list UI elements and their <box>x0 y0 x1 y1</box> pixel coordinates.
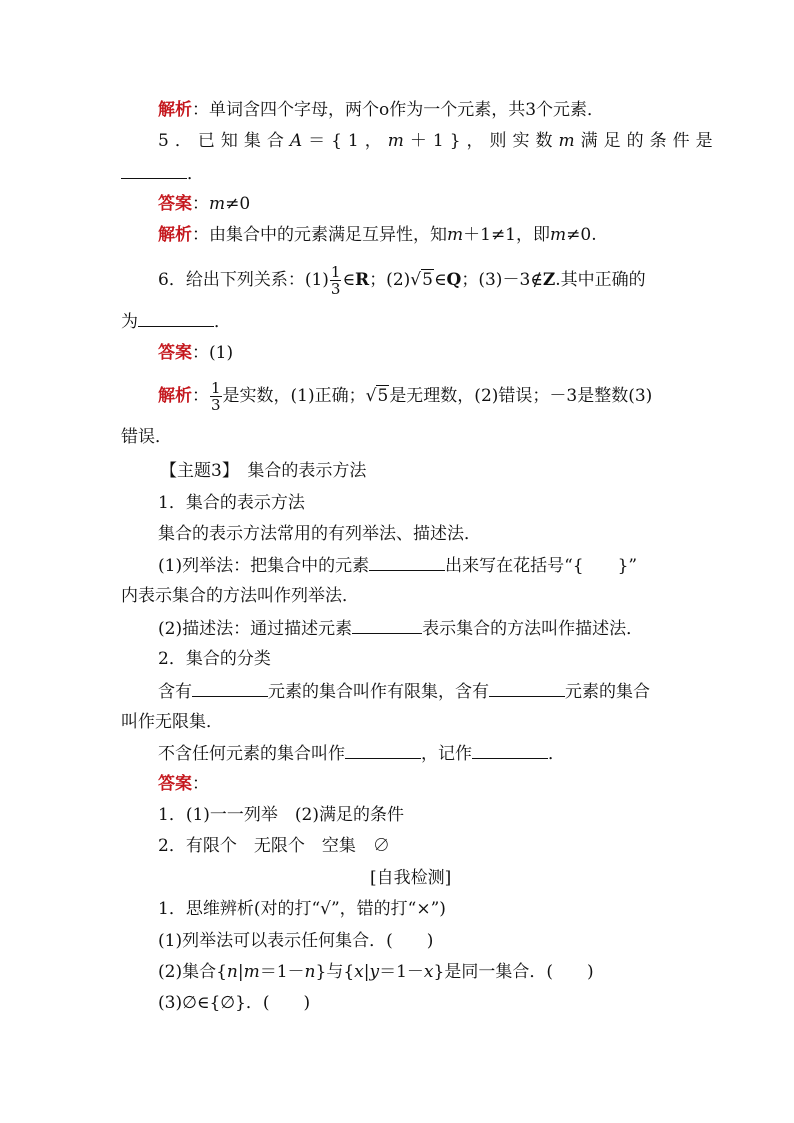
q5-stem-d: 满足的条件是 <box>580 131 719 151</box>
self-check-title-text: [自我检测] <box>370 868 452 888</box>
topic3-s1-title <box>158 492 305 514</box>
s1-list-c: 内表示集合的方法叫作列举法． <box>121 586 359 606</box>
q6-stem-f: .其中正确的 <box>555 270 646 290</box>
q1-2-b: }与{ <box>315 962 355 982</box>
q6-stem-b: ∈ <box>342 270 356 290</box>
answer-blank[interactable] <box>369 554 445 571</box>
fraction-numerator: 1 <box>330 263 341 281</box>
q5-stem-b: ＝{1， <box>308 131 388 151</box>
q4-analysis-text: ：单词含四个字母，两个o作为一个元素，共3个元素． <box>192 100 605 120</box>
q1-2-m: m <box>243 962 260 982</box>
answer-blank[interactable] <box>192 680 268 697</box>
topic3-s2-line2 <box>121 711 223 733</box>
s2-g: ． <box>548 744 565 764</box>
analysis-label: 解析 <box>158 225 192 245</box>
s1-list-a: (1)列举法：把集合中的元素 <box>158 556 370 576</box>
answer-label: 答案 <box>158 774 192 794</box>
q6-blank-line <box>121 310 231 333</box>
q1-2-n2: n <box>304 962 316 982</box>
topic3-answer-2 <box>158 835 390 857</box>
fraction-denominator: 3 <box>211 396 221 414</box>
q1-2-a: (2)集合{ <box>158 962 227 982</box>
answer-sep: ： <box>192 194 209 214</box>
set-r: R <box>355 270 370 290</box>
q6-answer-text: ：(1) <box>192 343 234 363</box>
s2-f: ，记作 <box>421 744 472 764</box>
q1-2-eq2: ＝1－ <box>379 962 424 982</box>
topic3-title-text: 【主题3】 集合的表示方法 <box>160 461 367 481</box>
s1-desc-a: (2)描述法：通过描述元素 <box>158 619 353 639</box>
q6-end: ． <box>214 312 231 332</box>
q5-var-m1: m <box>387 131 410 151</box>
q5-end: ． <box>187 164 204 184</box>
answer-blank[interactable] <box>121 162 187 179</box>
q5-stem-c: ＋1}，则实数 <box>409 131 559 151</box>
fraction-numerator: 1 <box>211 379 221 397</box>
self-check-title <box>370 867 451 889</box>
analysis-label: 解析 <box>158 386 192 406</box>
s2-a: 含有 <box>158 682 192 702</box>
sqrt-icon: √ <box>410 270 422 290</box>
ans2-text: 2．有限个 无限个 空集 ∅ <box>158 836 390 856</box>
q6-analysis-line <box>158 380 652 413</box>
s2-e: 不含任何元素的集合叫作 <box>158 744 345 764</box>
q5-analysis-var1: m <box>447 225 464 245</box>
topic3-answer-1 <box>158 804 404 826</box>
topic3-answer-line <box>158 773 209 795</box>
sqrt-icon: √ <box>365 386 377 406</box>
q1-1-text: (1)列举法可以表示任何集合．( ) <box>158 931 434 951</box>
s1-intro-text: 集合的表示方法常用的有列举法、描述法． <box>158 524 481 544</box>
q6-stem-a: 6．给出下列关系：(1) <box>158 270 329 290</box>
s2-d: 叫作无限集． <box>121 712 223 732</box>
answer-blank[interactable] <box>489 680 565 697</box>
self-check-q1-title <box>158 898 446 920</box>
answer-label: 答案 <box>158 194 192 214</box>
q1-2-bar: | <box>237 962 244 982</box>
q5-blank-line <box>121 162 204 185</box>
q5-var-m2: m <box>558 131 581 151</box>
q6-stem-e: ；(3)－3∉ <box>461 270 543 290</box>
s2-b: 元素的集合叫作有限集，含有 <box>268 682 489 702</box>
topic3-s1-desc-line <box>158 617 643 640</box>
self-check-q1-1 <box>158 930 433 952</box>
q6-analysis-c: 错误． <box>121 427 172 447</box>
answer-blank[interactable] <box>345 742 421 759</box>
sqrt-radicand: 5 <box>422 270 433 290</box>
s1-desc-b: 表示集合的方法叫作描述法． <box>422 619 644 639</box>
analysis-sep: ： <box>192 386 209 406</box>
q1-3-text: (3)∅∈{∅}．( ) <box>158 993 311 1013</box>
answer-blank[interactable] <box>352 617 422 634</box>
q6-stem-c: ；(2) <box>369 270 411 290</box>
fraction <box>210 380 222 413</box>
q6-stem-g: 为 <box>121 312 138 332</box>
q6-answer-line <box>158 342 233 364</box>
topic3-s1-list-line <box>158 554 637 577</box>
set-z: Z <box>542 270 556 290</box>
analysis-label: 解析 <box>158 100 192 120</box>
q6-analysis-b: 是无理数，(2)错误；－3是整数(3) <box>389 386 653 406</box>
q5-analysis-a: ：由集合中的元素满足互异性，知 <box>192 225 447 245</box>
set-q: Q <box>446 270 462 290</box>
q1-2-x2: x <box>423 962 434 982</box>
ans1-text: 1．(1)一一列举 (2)满足的条件 <box>158 805 404 825</box>
q5-analysis-b: ＋1≠1，即 <box>463 225 551 245</box>
q1-2-y: y <box>369 962 380 982</box>
q6-analysis-cont-line <box>121 426 172 448</box>
answer-blank[interactable] <box>138 310 214 327</box>
sqrt-radicand: 5 <box>377 386 389 406</box>
q6-stem-line <box>158 264 646 297</box>
answer-label: 答案 <box>158 343 192 363</box>
q1-2-eq: ＝1－ <box>259 962 305 982</box>
answer-var: m <box>209 194 226 214</box>
answer-sep: ： <box>192 774 209 794</box>
self-check-q1-3 <box>158 992 310 1014</box>
fraction-denominator: 3 <box>330 280 341 298</box>
q5-analysis-line <box>158 224 597 246</box>
topic3-s1-list-cont <box>121 585 359 607</box>
q1-2-bar-2: | <box>363 962 370 982</box>
q1-title-text: 1．思维辨析(对的打“√”，错的打“×”) <box>158 899 446 919</box>
q1-2-c: }是同一集合．( ) <box>433 962 594 982</box>
q6-analysis-a: 是实数，(1)正确； <box>222 386 366 406</box>
fraction <box>330 264 342 297</box>
s2-title-text: 2．集合的分类 <box>158 649 271 669</box>
answer-rest: ≠0 <box>225 194 251 214</box>
q1-2-x1: x <box>354 962 364 982</box>
topic3-s2-line1 <box>158 680 650 703</box>
topic3-s1-intro <box>158 523 481 545</box>
s2-c: 元素的集合 <box>565 682 650 702</box>
topic3-s2-line3 <box>158 742 565 765</box>
q5-var-a: A <box>289 131 309 151</box>
answer-blank[interactable] <box>472 742 548 759</box>
q1-2-n1: n <box>226 962 238 982</box>
sqrt <box>366 385 390 407</box>
s1-list-b: 出来写在花括号“{ }” <box>445 556 638 576</box>
topic3-s2-title <box>158 648 271 670</box>
q5-analysis-var2: m <box>550 225 567 245</box>
q6-stem-d: ∈ <box>433 270 447 290</box>
q5-stem-a: 5．已知集合 <box>158 131 290 151</box>
q5-answer-line <box>158 193 250 215</box>
topic3-title <box>160 460 366 482</box>
self-check-q1-2 <box>158 961 594 983</box>
s1-title-text: 1．集合的表示方法 <box>158 493 305 513</box>
q5-analysis-c: ≠0. <box>566 225 597 245</box>
q4-analysis-line <box>158 99 604 121</box>
sqrt <box>410 269 434 291</box>
q5-stem-line <box>158 130 719 152</box>
